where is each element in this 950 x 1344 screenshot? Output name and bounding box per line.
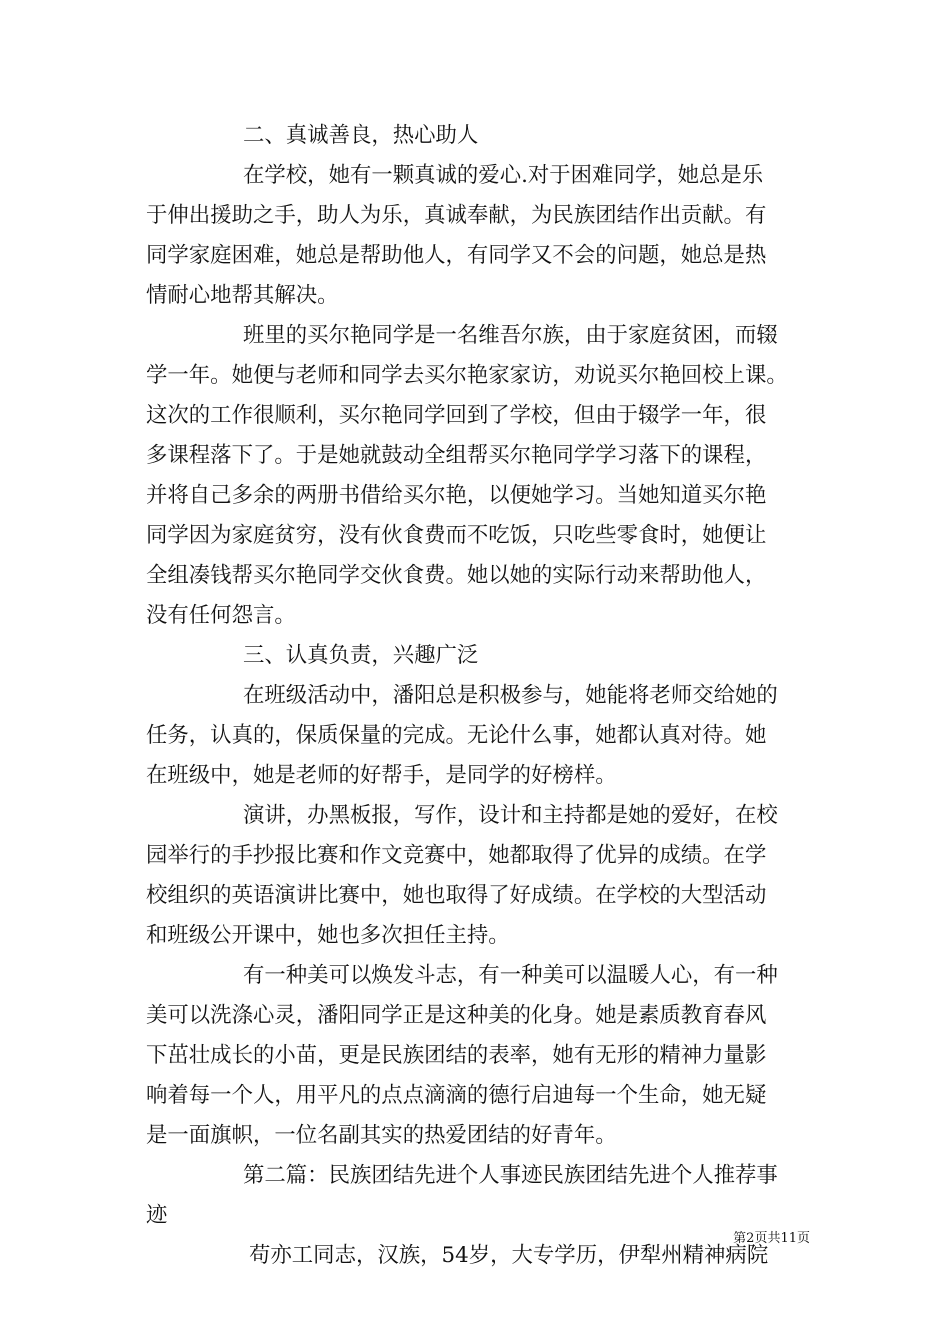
- paragraph-line: 响着每一个人，用平凡的点点滴滴的德行启迪每一个生命，她无疑: [146, 1083, 767, 1108]
- paragraph-line: 这次的工作很顺利，买尔艳同学回到了学校，但由于辍学一年，很: [146, 403, 767, 428]
- article-heading: 第二篇：民族团结先进个人事迹民族团结先进个人推荐事: [243, 1163, 778, 1188]
- paragraph-line: 班里的买尔艳同学是一名维吾尔族，由于家庭贫困，而辍: [243, 323, 778, 348]
- paragraph-line: 在班级活动中，潘阳总是积极参与，她能将老师交给她的: [243, 683, 778, 708]
- paragraph-line: 并将自己多余的两册书借给买尔艳，以便她学习。当她知道买尔艳: [146, 483, 767, 508]
- paragraph-line: 于伸出援助之手，助人为乐，真诚奉献，为民族团结作出贡献。有: [146, 203, 767, 228]
- section-heading-2: 二、真诚善良，热心助人: [243, 123, 479, 148]
- paragraph-line: 演讲，办黑板报，写作，设计和主持都是她的爱好，在校: [243, 803, 778, 828]
- paragraph-line: 和班级公开课中，她也多次担任主持。: [146, 923, 510, 948]
- paragraph-line: 下茁壮成长的小苗，更是民族团结的表率，她有无形的精神力量影: [146, 1043, 767, 1068]
- paragraph-line: 在学校，她有一颗真诚的爱心.对于困难同学，她总是乐: [243, 163, 764, 188]
- page-number: 第2页共11页: [733, 1231, 810, 1246]
- paragraph-line: 在班级中，她是老师的好帮手，是同学的好榜样。: [146, 763, 617, 788]
- paragraph-line: 没有任何怨言。: [146, 603, 296, 628]
- paragraph-line: 苟亦工同志，汉族，54岁，大专学历，伊犁州精神病院: [249, 1243, 769, 1268]
- paragraph-line: 多课程落下了。于是她就鼓动全组帮买尔艳同学学习落下的课程，: [146, 443, 767, 468]
- paragraph-line: 美可以洗涤心灵，潘阳同学正是这种美的化身。她是素质教育春风: [146, 1003, 767, 1028]
- paragraph-line: 园举行的手抄报比赛和作文竞赛中，她都取得了优异的成绩。在学: [146, 843, 767, 868]
- paragraph-line: 情耐心地帮其解决。: [146, 283, 339, 308]
- paragraph-line: 同学家庭困难，她总是帮助他人，有同学又不会的问题，她总是热: [146, 243, 767, 268]
- paragraph-line: 同学因为家庭贫穷，没有伙食费而不吃饭，只吃些零食时，她便让: [146, 523, 767, 548]
- paragraph-line: 全组凑钱帮买尔艳同学交伙食费。她以她的实际行动来帮助他人，: [146, 563, 767, 588]
- paragraph-line: 任务，认真的，保质保量的完成。无论什么事，她都认真对待。她: [146, 723, 767, 748]
- paragraph-line: 是一面旗帜，一位名副其实的热爱团结的好青年。: [146, 1123, 617, 1148]
- paragraph-line: 校组织的英语演讲比赛中，她也取得了好成绩。在学校的大型活动: [146, 883, 767, 908]
- paragraph-line: 学一年。她便与老师和同学去买尔艳家家访，劝说买尔艳回校上课。: [146, 363, 788, 388]
- paragraph-line: 有一种美可以焕发斗志，有一种美可以温暖人心，有一种: [243, 963, 778, 988]
- article-heading: 迹: [146, 1203, 168, 1228]
- section-heading-3: 三、认真负责，兴趣广泛: [243, 643, 479, 668]
